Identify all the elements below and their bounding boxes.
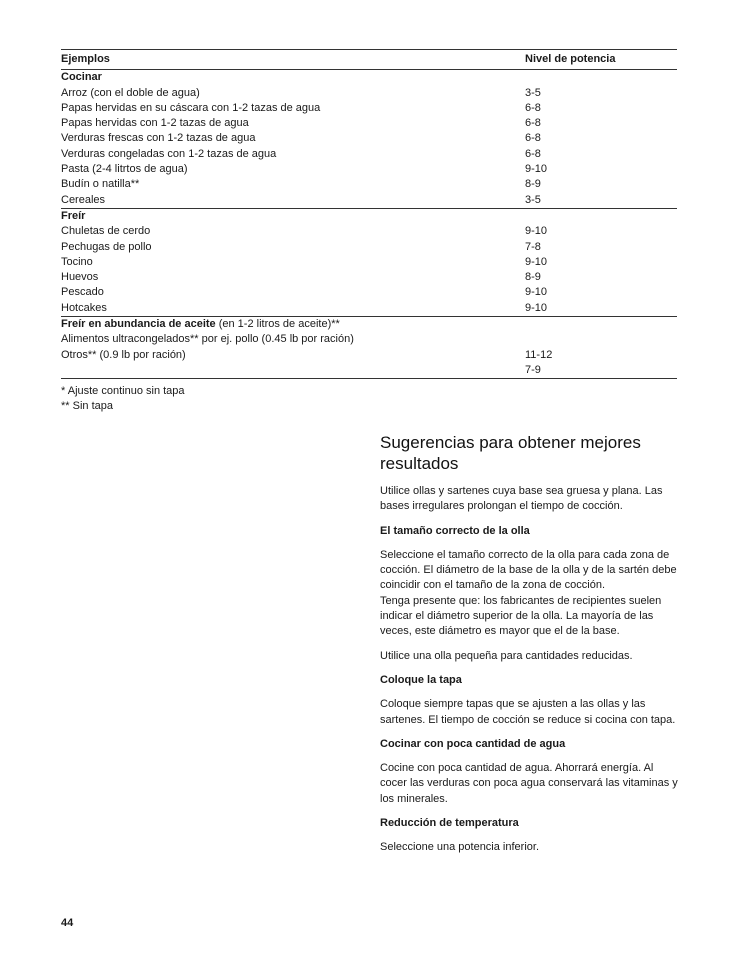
level-cell: 9-10 xyxy=(525,301,548,314)
example-cell: Alimentos ultracongelados** por ej. pollo (0.45 lb por ración) xyxy=(61,333,354,346)
paragraph: Seleccione una potencia inferior. xyxy=(380,841,539,854)
level-cell: 8-9 xyxy=(525,271,541,284)
level-cell: 9-10 xyxy=(525,286,548,299)
level-cell: 9-10 xyxy=(525,255,548,268)
tips-title: Sugerencias para obtener mejores resultados xyxy=(380,433,641,473)
table-row xyxy=(61,348,677,363)
table-row xyxy=(61,131,677,146)
example-cell: Pechugas de pollo xyxy=(61,240,152,253)
example-cell xyxy=(61,363,525,379)
section-title-suffix: (en 1-2 litros de aceite)** xyxy=(215,318,340,331)
tips-section xyxy=(380,432,680,865)
example-cell: Cereales xyxy=(61,193,106,206)
example-cell: Arroz (con el doble de agua) xyxy=(61,86,200,99)
example-cell: Otros** (0.9 lb por ración) xyxy=(61,348,186,361)
example-cell: Verduras congeladas con 1-2 tazas de agua xyxy=(61,147,277,160)
table-row xyxy=(61,177,677,192)
table-row xyxy=(61,363,677,379)
level-cell: 3-5 xyxy=(525,86,541,99)
level-cell: 7-9 xyxy=(525,363,677,379)
paragraph: Cocine con poca cantidad de agua. Ahorrará energía. Al cocer las verduras con poca agua conservará las vitaminas y los minerales. xyxy=(380,762,678,805)
level-cell: 6-8 xyxy=(525,101,541,114)
level-cell: 6-8 xyxy=(525,147,541,160)
level-cell: 9-10 xyxy=(525,225,548,238)
table-row xyxy=(61,162,677,177)
table-row xyxy=(61,240,677,255)
level-cell: 9-10 xyxy=(525,163,548,176)
table-row xyxy=(61,101,677,116)
footnote: ** Sin tapa xyxy=(61,400,113,413)
level-cell: 3-5 xyxy=(525,193,541,206)
example-cell: Verduras frescas con 1-2 tazas de agua xyxy=(61,132,256,145)
table-row xyxy=(61,270,677,285)
column-header-power-level: Nivel de potencia xyxy=(525,50,677,70)
table-header-row xyxy=(61,50,677,70)
example-cell: Papas hervidas con 1-2 tazas de agua xyxy=(61,117,249,130)
example-cell: Hotcakes xyxy=(61,301,107,314)
example-cell: Budín o natilla** xyxy=(61,178,140,191)
level-cell: 11-12 xyxy=(525,348,553,361)
example-cell: Pescado xyxy=(61,286,104,299)
page-number: 44 xyxy=(61,917,74,929)
subheading-temperature: Reducción de temperatura xyxy=(380,817,519,830)
example-cell: Chuletas de cerdo xyxy=(61,225,151,238)
subheading-pot-size: El tamaño correcto de la olla xyxy=(380,524,530,537)
paragraph: Utilice una olla pequeña para cantidades reducidas. xyxy=(380,649,633,662)
table-row xyxy=(61,193,677,209)
table-row xyxy=(61,255,677,270)
example-cell: Papas hervidas en su cáscara con 1-2 tazas de agua xyxy=(61,101,321,114)
power-level-table xyxy=(61,49,677,379)
example-cell: Pasta (2-4 litrtos de agua) xyxy=(61,163,188,176)
paragraph: Tenga presente que: los fabricantes de recipientes suelen indicar el diámetro superior de la olla. La mayoría de las veces, este diámetro es mayor que el de la base. xyxy=(380,594,662,638)
level-cell: 8-9 xyxy=(525,178,541,191)
footnote: * Ajuste continuo sin tapa xyxy=(61,385,185,397)
level-cell: 7-8 xyxy=(525,240,541,253)
paragraph: Seleccione el tamaño correcto de la olla para cada zona de cocción. El diámetro de la base de la olla y de la sartén debe coincidir con el tamaño de la zona de cocción. xyxy=(380,548,677,592)
footnotes xyxy=(61,384,185,415)
tips-intro: Utilice ollas y sartenes cuya base sea gruesa y plana. Las bases irregulares prolongan el tiempo de cocción. xyxy=(380,485,663,513)
table-row xyxy=(61,147,677,162)
level-cell: 6-8 xyxy=(525,117,541,130)
table-row xyxy=(61,86,677,101)
example-cell: Huevos xyxy=(61,271,99,284)
table-row xyxy=(61,332,677,347)
section-title: Freír xyxy=(61,209,86,222)
section-title: Freír en abundancia de aceite xyxy=(61,318,216,331)
subheading-little-water: Cocinar con poca cantidad de agua xyxy=(380,737,566,750)
column-header-examples: Ejemplos xyxy=(61,50,525,70)
section-row-freir-aceite xyxy=(61,317,677,333)
paragraph: Coloque siempre tapas que se ajusten a las ollas y las sartenes. El tiempo de cocción se reduce si cocina con tapa. xyxy=(380,698,676,726)
subheading-lid: Coloque la tapa xyxy=(380,673,462,686)
table-row xyxy=(61,301,677,317)
table-row xyxy=(61,224,677,239)
level-cell: 6-8 xyxy=(525,132,541,145)
level-cell xyxy=(525,332,677,347)
section-row-freir xyxy=(61,208,677,224)
section-row-cocinar xyxy=(61,70,677,86)
section-title: Cocinar xyxy=(61,71,102,84)
table-row xyxy=(61,116,677,131)
example-cell: Tocino xyxy=(61,255,93,268)
table-row xyxy=(61,285,677,300)
